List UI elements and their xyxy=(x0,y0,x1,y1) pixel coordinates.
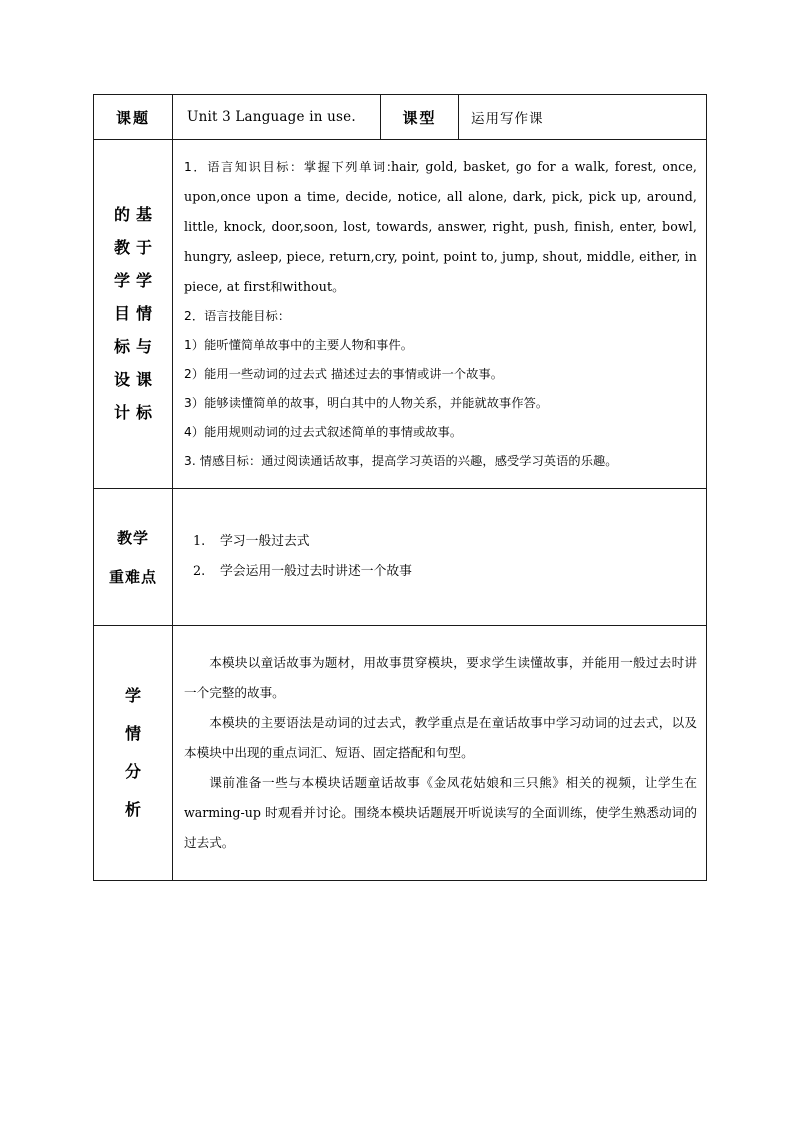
wordlist-line-4: cry, point, point to, jump, shout, middle, either, in piece, at first xyxy=(184,249,697,294)
vchar: 基 xyxy=(136,205,153,224)
keypoint-text: 学会运用一般过去时讲述一个故事 xyxy=(220,564,412,579)
vchar: 学 xyxy=(113,271,130,290)
keypoints-label-line-2: 重难点 xyxy=(108,568,157,586)
objectives-label-cell xyxy=(94,140,173,489)
table-row-analysis xyxy=(94,626,707,881)
vchar: 情 xyxy=(124,724,141,743)
keypoints-label xyxy=(94,517,172,597)
keypoint-text: 学习一般过去式 xyxy=(220,534,310,549)
wordlist-line-2: once upon a time, decide, notice, all alone, dark, pick, pick up, around, little, knock, door, xyxy=(184,189,697,234)
keypoints-label-line-1: 教学 xyxy=(116,529,149,547)
analysis-paragraph-3 xyxy=(184,768,697,858)
objectives-vertical-label xyxy=(94,201,172,427)
lesson-plan-table xyxy=(93,94,707,881)
vchar: 标 xyxy=(136,403,153,422)
vchar: 标 xyxy=(113,337,130,356)
vchar: 分 xyxy=(124,762,141,781)
list-item xyxy=(184,527,697,557)
vchar: 目 xyxy=(113,304,130,323)
lesson-type-label: 课型 xyxy=(402,108,437,127)
keypoint-number: 2. xyxy=(193,564,206,579)
objectives-content-cell xyxy=(173,140,707,489)
vchar: 析 xyxy=(124,800,141,819)
analysis-paragraph-3-english-term: warming-up xyxy=(184,805,261,820)
objectives-label-col-left xyxy=(114,207,130,421)
skills-objective-item-3: 3）能够读懂简单的故事，明白其中的人物关系，并能就故事作答。 xyxy=(184,396,549,410)
vchar: 学 xyxy=(136,271,153,290)
knowledge-objective-block xyxy=(184,152,697,302)
topic-label: 课题 xyxy=(115,108,150,127)
analysis-vertical-label xyxy=(94,678,172,828)
vchar: 教 xyxy=(113,238,130,257)
list-item xyxy=(184,557,697,587)
analysis-content-cell xyxy=(173,626,707,881)
keypoints-label-cell xyxy=(94,489,173,626)
topic-value-cell xyxy=(173,95,381,140)
skills-objective-heading: 2．语言技能目标： xyxy=(184,309,291,323)
table-row-header xyxy=(94,95,707,140)
analysis-paragraph-3-part-1: 课前准备一些与本模块话题童话故事《金凤花姑娘和三只熊》相关的视频，让学生在 xyxy=(209,775,697,790)
lesson-type-value: 运用写作课 xyxy=(471,111,544,127)
lesson-type-value-cell xyxy=(459,95,707,140)
vchar: 计 xyxy=(113,403,130,422)
wordlist-tail: without。 xyxy=(282,279,345,294)
vchar: 课 xyxy=(136,370,153,389)
analysis-label-cell xyxy=(94,626,173,881)
vchar: 的 xyxy=(113,205,130,224)
topic-label-cell xyxy=(94,95,173,140)
analysis-paragraph-1: 本模块以童话故事为题材，用故事贯穿模块，要求学生读懂故事，并能用一般过去时讲一个完整的故事。 xyxy=(184,655,697,700)
keypoint-number: 1. xyxy=(193,534,206,549)
vchar: 情 xyxy=(136,304,153,323)
vchar: 与 xyxy=(136,337,153,356)
affective-objective-heading: 3. 情感目标：通过阅读通话故事，提高学习英语的兴趣，感受学习英语的乐趣。 xyxy=(184,454,618,468)
wordlist-line-1: hair, gold, basket, go for a walk, forest, once, upon, xyxy=(184,159,697,204)
keypoints-content-cell xyxy=(173,489,707,626)
table-row-objectives xyxy=(94,140,707,489)
table-row-keypoints xyxy=(94,489,707,626)
objectives-label-col-right xyxy=(136,207,152,421)
analysis-paragraph-3-part-2: 时观看并讨论。围绕本模块话题展开听说读写的全面训练，使学生熟悉动词的过去式。 xyxy=(184,805,697,850)
knowledge-objective-heading: 1．语言知识目标：掌握下列单词: xyxy=(184,160,391,174)
vchar: 于 xyxy=(136,238,153,257)
skills-objective-item-1: 1）能听懂简单故事中的主要人物和事件。 xyxy=(184,338,414,352)
topic-value: Unit 3 Language in use. xyxy=(187,109,356,125)
wordlist-line-3: soon, lost, towards, answer, right, push, finish, enter, bowl, hungry, asleep, piece, return, xyxy=(184,219,697,264)
vchar: 设 xyxy=(113,370,130,389)
lesson-type-label-cell xyxy=(381,95,459,140)
vchar: 学 xyxy=(124,686,141,705)
wordlist-conjunction: 和 xyxy=(270,280,283,294)
skills-objective-item-4: 4）能用规则动词的过去式叙述简单的事情或故事。 xyxy=(184,425,463,439)
analysis-paragraph-2: 本模块的主要语法是动词的过去式，教学重点是在童话故事中学习动词的过去式，以及本模块中出现的重点词汇、短语、固定搭配和句型。 xyxy=(184,715,697,760)
skills-objective-item-2: 2）能用一些动词的过去式 描述过去的事情或讲一个故事。 xyxy=(184,367,504,381)
